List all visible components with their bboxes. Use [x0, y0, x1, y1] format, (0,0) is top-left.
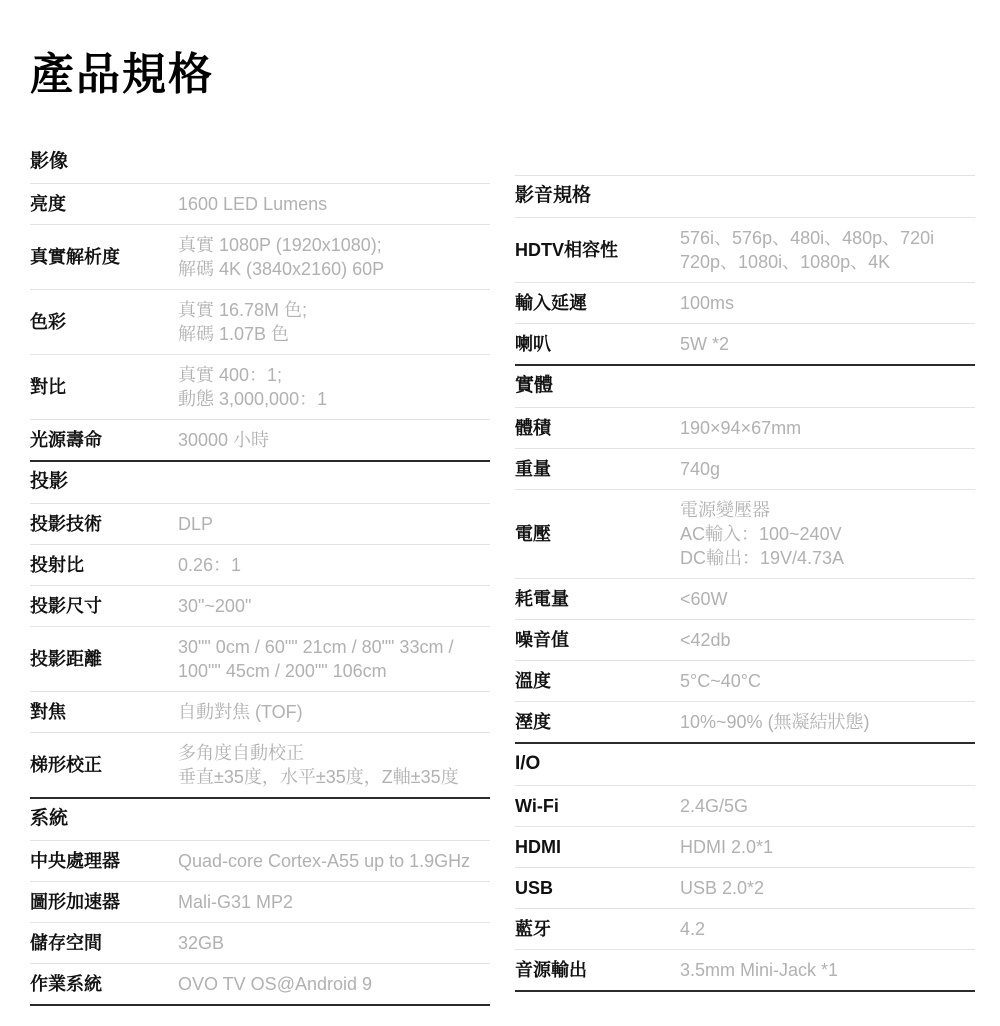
spec-label: 噪音值	[515, 630, 569, 650]
page-title: 產品規格	[30, 50, 214, 99]
spec-label: 輸入延遲	[515, 293, 587, 313]
spec-value-line: 多角度自動校正	[178, 743, 304, 763]
spec-row	[30, 922, 490, 963]
spec-value-line: 30"~200"	[178, 596, 252, 616]
spec-columns	[30, 142, 975, 1006]
spec-label: 音源輸出	[515, 960, 587, 980]
spec-row	[30, 183, 490, 224]
spec-value	[680, 291, 975, 315]
spec-value	[178, 553, 490, 577]
spec-row	[30, 289, 490, 354]
spec-value-line: OVO TV OS@Android 9	[178, 974, 373, 994]
spec-value-line: 100"" 45cm / 200"" 106cm	[178, 661, 387, 681]
spec-row	[30, 419, 490, 460]
spec-value-line: 30"" 0cm / 60"" 21cm / 80"" 33cm /	[178, 637, 454, 657]
spec-value-line: 解碼 4K (3840x2160) 60P	[178, 259, 385, 279]
spec-label: 對比	[30, 377, 66, 397]
spec-value-line: USB 2.0*2	[680, 878, 765, 898]
spec-label: HDTV相容性	[515, 240, 618, 260]
spec-value	[680, 226, 975, 274]
spec-value	[680, 498, 975, 570]
spec-label: 溼度	[515, 712, 551, 732]
spec-label: 投影技術	[30, 514, 102, 534]
spec-value	[680, 669, 975, 693]
spec-section	[515, 175, 975, 364]
spec-value	[178, 972, 490, 996]
spec-label: 對焦	[30, 702, 66, 722]
spec-row	[515, 282, 975, 323]
spec-label: 藍牙	[515, 919, 551, 939]
spec-value	[680, 835, 975, 859]
spec-value	[680, 457, 975, 481]
spec-label: 喇叭	[515, 334, 551, 354]
spec-value-line: 1600 LED Lumens	[178, 194, 328, 214]
spec-row	[515, 489, 975, 578]
spec-value-line: 3.5mm Mini-Jack *1	[680, 960, 839, 980]
spec-value	[178, 849, 490, 873]
spec-value	[178, 741, 490, 789]
section-header: 系統	[30, 808, 69, 829]
spec-value	[680, 628, 975, 652]
spec-row	[515, 323, 975, 364]
spec-value-line: 0.26：1	[178, 555, 242, 575]
spec-value-line: 576i、576p、480i、480p、720i	[680, 228, 935, 248]
spec-value	[680, 710, 975, 734]
spec-value-line: 740g	[680, 459, 721, 479]
spec-value-line: 32GB	[178, 933, 225, 953]
spec-value	[680, 587, 975, 611]
spec-value-line: 720p、1080i、1080p、4K	[680, 252, 891, 272]
spec-row	[30, 881, 490, 922]
spec-value	[178, 635, 490, 683]
spec-row	[30, 224, 490, 289]
spec-row	[515, 448, 975, 489]
spec-value-line: 2.4G/5G	[680, 796, 749, 816]
spec-section	[30, 142, 490, 460]
spec-label: 梯形校正	[30, 755, 102, 775]
spec-row	[515, 867, 975, 908]
spec-label: 作業系統	[30, 974, 102, 994]
spec-label: 儲存空間	[30, 933, 102, 953]
spec-row	[515, 407, 975, 448]
spec-value	[178, 512, 490, 536]
spec-label: 投影尺寸	[30, 596, 102, 616]
spec-table-right	[515, 175, 975, 992]
spec-value	[178, 363, 490, 411]
spec-value-line: 10%~90% (無凝結狀態)	[680, 712, 870, 732]
spec-label: Wi-Fi	[515, 796, 559, 816]
spec-label: 投影距離	[30, 649, 102, 669]
spec-value-line: 動態 3,000,000：1	[178, 389, 328, 409]
spec-value	[178, 594, 490, 618]
spec-value-line: 真實 400：1;	[178, 365, 283, 385]
spec-row	[30, 585, 490, 626]
spec-label: 真實解析度	[30, 247, 120, 267]
spec-row	[30, 544, 490, 585]
spec-row	[515, 619, 975, 660]
spec-value	[680, 876, 975, 900]
spec-label: 電壓	[515, 524, 551, 544]
spec-value-line: 解碼 1.07B 色	[178, 324, 290, 344]
spec-value-line: DLP	[178, 514, 214, 534]
spec-row	[515, 578, 975, 619]
section-header: 影音規格	[515, 185, 592, 206]
spec-row	[30, 732, 490, 797]
spec-value-line: 垂直±35度，水平±35度，Z軸±35度	[178, 767, 459, 787]
spec-value-line: 真實 16.78M 色;	[178, 300, 308, 320]
spec-label: 中央處理器	[30, 851, 120, 871]
spec-value-line: 4.2	[680, 919, 706, 939]
spec-label: 圖形加速器	[30, 892, 120, 912]
spec-value	[178, 890, 490, 914]
spec-row	[515, 660, 975, 701]
spec-value-line: 190×94×67mm	[680, 418, 802, 438]
spec-label: 光源壽命	[30, 430, 102, 450]
spec-section	[30, 797, 490, 1004]
spec-value-line: <42db	[680, 630, 731, 650]
spec-label: 色彩	[30, 312, 66, 332]
spec-value-line: HDMI 2.0*1	[680, 837, 774, 857]
spec-label: 投射比	[30, 555, 84, 575]
spec-row	[30, 691, 490, 732]
spec-label: 重量	[515, 459, 551, 479]
section-header: 影像	[30, 151, 69, 172]
section-header: 投影	[30, 471, 69, 492]
spec-value-line: <60W	[680, 589, 728, 609]
spec-row	[30, 626, 490, 691]
spec-label: HDMI	[515, 837, 561, 857]
section-header: I/O	[515, 753, 541, 774]
spec-value	[680, 917, 975, 941]
spec-value-line: 5°C~40°C	[680, 671, 761, 691]
spec-row	[515, 701, 975, 742]
spec-value	[178, 428, 490, 452]
spec-value-line: 30000 小時	[178, 430, 270, 450]
spec-section	[515, 742, 975, 990]
spec-row	[30, 503, 490, 544]
spec-section	[515, 364, 975, 742]
spec-label: 溫度	[515, 671, 551, 691]
spec-table-left	[30, 142, 490, 1006]
spec-label: 亮度	[30, 194, 66, 214]
spec-row	[515, 826, 975, 867]
spec-value-line: AC輸入：100~240V	[680, 524, 842, 544]
spec-value	[680, 332, 975, 356]
spec-row	[30, 840, 490, 881]
spec-row	[515, 785, 975, 826]
spec-value-line: Quad-core Cortex-A55 up to 1.9GHz	[178, 851, 471, 871]
spec-value	[680, 416, 975, 440]
spec-value	[680, 958, 975, 982]
spec-value	[178, 700, 490, 724]
spec-value	[178, 192, 490, 216]
spec-value	[178, 233, 490, 281]
spec-label: USB	[515, 878, 554, 898]
spec-value-line: 真實 1080P (1920x1080);	[178, 235, 382, 255]
spec-value-line: Mali-G31 MP2	[178, 892, 294, 912]
section-header: 實體	[515, 375, 554, 396]
spec-value-line: 100ms	[680, 293, 735, 313]
spec-label: 耗電量	[515, 589, 569, 609]
spec-value-line: 5W *2	[680, 334, 730, 354]
spec-value-line: DC輸出：19V/4.73A	[680, 548, 845, 568]
spec-value	[680, 794, 975, 818]
spec-value	[178, 298, 490, 346]
spec-value	[178, 931, 490, 955]
spec-row	[515, 908, 975, 949]
spec-row	[515, 217, 975, 282]
spec-row	[515, 949, 975, 990]
spec-label: 體積	[515, 418, 551, 438]
spec-value-line: 電源變壓器	[680, 500, 770, 520]
spec-row	[30, 354, 490, 419]
spec-row	[30, 963, 490, 1004]
spec-section	[30, 460, 490, 797]
spec-value-line: 自動對焦 (TOF)	[178, 702, 303, 722]
